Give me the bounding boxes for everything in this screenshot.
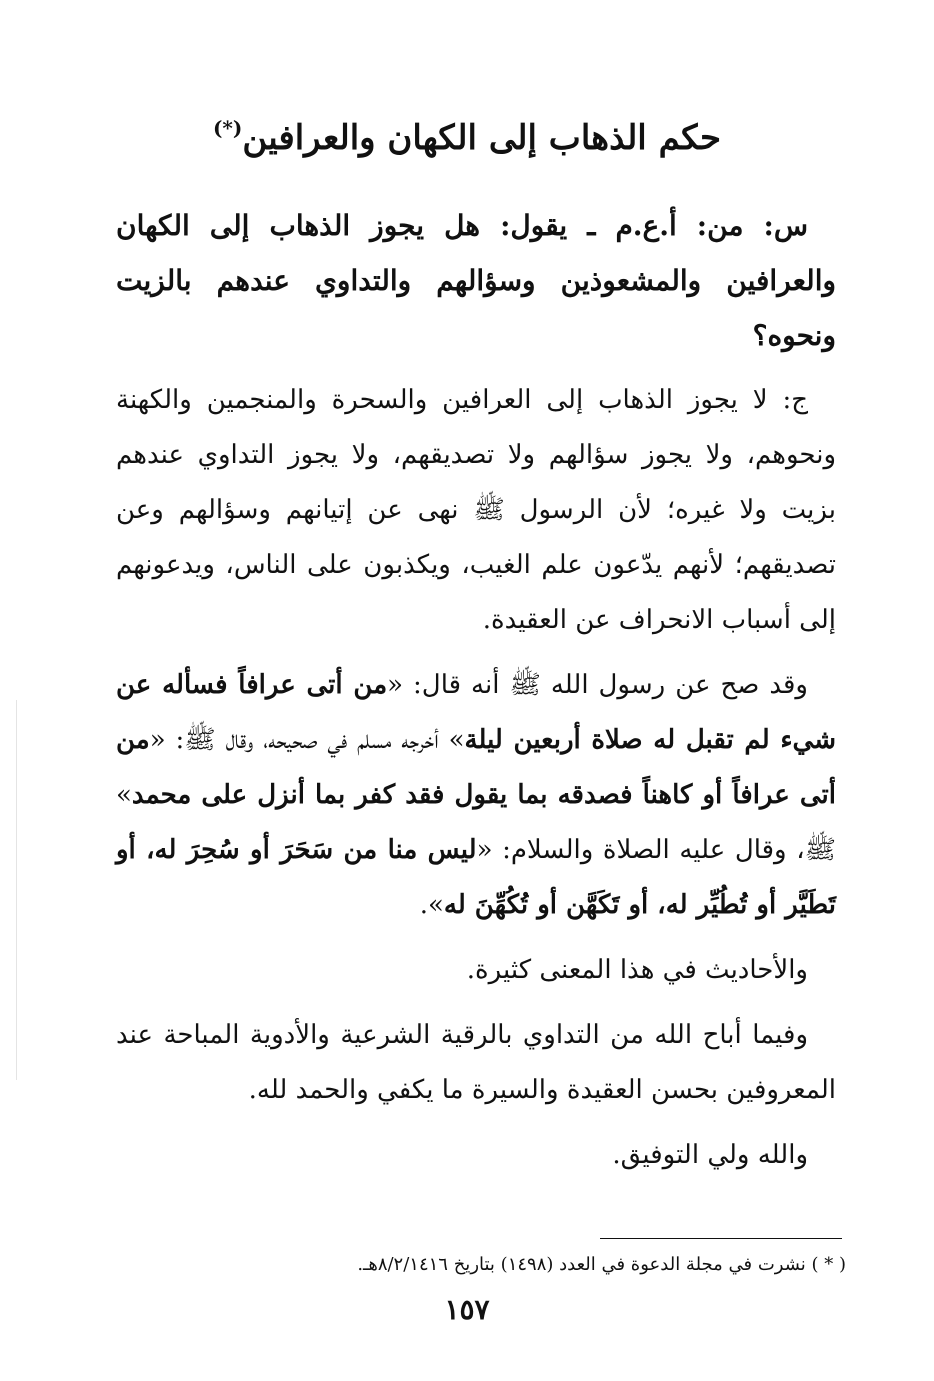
title-footnote-marker: (*): [212, 116, 243, 140]
hadith-quote-2: من أتى عرافاً أو كاهناً فصدقه بما يقول فقد كفر بما أنزل على محمد: [116, 725, 836, 810]
hadith-paragraph: [116, 658, 836, 933]
scan-margin-line: [16, 700, 17, 1080]
footnote: ( * ) نشرت في مجلة الدعوة في العدد (١٤٩٨) بتاريخ ٨/٢/١٤١٦هـ.: [357, 1254, 846, 1275]
hadith-intro-text: وقد صح عن رسول الله ﷺ أنه قال: «: [387, 670, 808, 700]
page-number: ١٥٧: [444, 1293, 490, 1326]
footnote-divider: [600, 1238, 842, 1239]
question-paragraph: س: من: أ.ع.م ـ يقول: هل يجوز الذهاب إلى الكهان والعرافين والمشعوذين وسؤالهم والتداوي عندهم بالزيت ونحوه؟: [116, 209, 836, 352]
hadith-connector-2: » ﷺ، وقال عليه الصلاة والسلام: «: [116, 780, 837, 865]
title-text: حكم الذهاب إلى الكهان والعرافين: [242, 118, 722, 158]
hadith-connector-1: » أخرجه مسلم في صحيحه، وقال ﷺ: «: [149, 725, 465, 755]
answer-paragraph: ج: لا يجوز الذهاب إلى العرافين والسحرة والمنجمين والكهنة ونحوهم، ولا يجوز سؤالهم ولا تصديقهم، ولا يجوز التداوي عندهم بزيت ولا غيره؛ لأن الرسول ﷺ نهى عن إتيانهم وسؤالهم وعن تصديقهم؛ لأنهم يدّعون علم الغيب، ويكذبون على الناس، ويدعونهم إلى أسباب الانحراف عن العقيدة.: [116, 385, 836, 635]
closing-paragraph: والله ولي التوفيق.: [612, 1140, 808, 1170]
permitted-remedies-paragraph: وفيما أباح الله من التداوي بالرقية الشرعية والأدوية المباحة عند المعروفين بحسن العقيدة والسيرة ما يكفي والحمد لله.: [116, 1020, 836, 1105]
hadith-quote-1: من أتى عرافاً فسأله عن شيء لم تقبل له صلاة أربعين ليلة: [116, 670, 837, 755]
page-title: [0, 98, 934, 168]
many-hadith-paragraph: والأحاديث في هذا المعنى كثيرة.: [466, 955, 808, 985]
body-text: [116, 198, 836, 1193]
hadith-quote-3: ليس منا من سَحَرَ أو سُحِرَ له، أو تَطَيَّر أو تُطُيِّر له، أو تَكَهَّن أو تُكُهِّنَ له: [116, 835, 836, 920]
hadith-closing: ».: [419, 890, 444, 920]
